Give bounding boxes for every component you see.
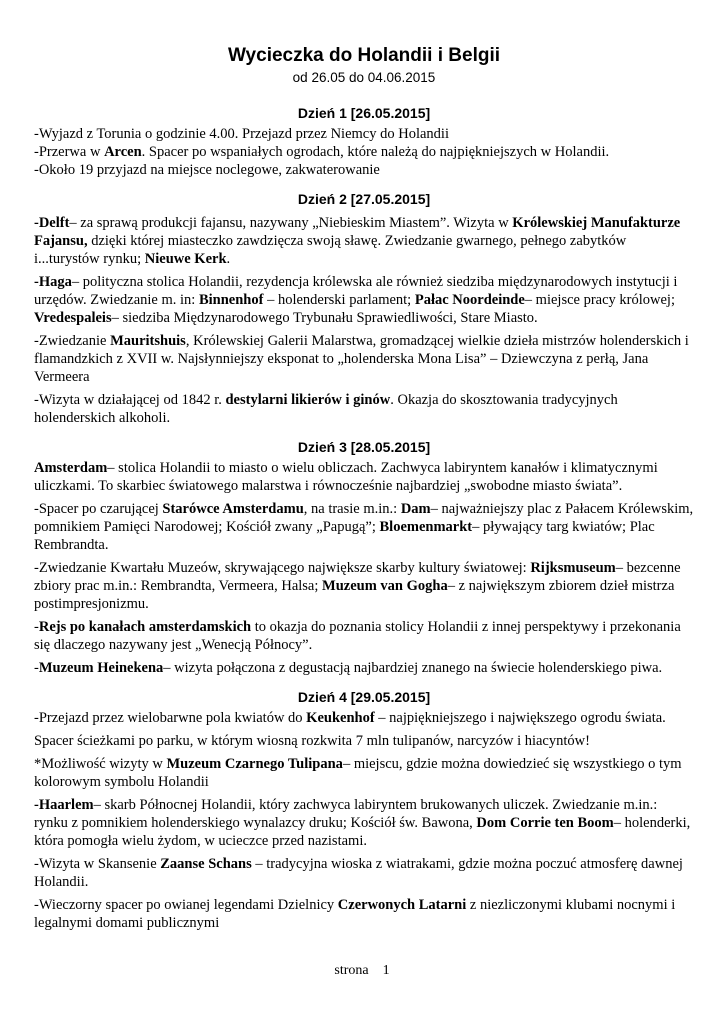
day-4-heading: Dzień 4 [29.05.2015] [297, 689, 431, 705]
highlight-text: Amsterdam [34, 460, 108, 476]
paragraph-text: – skarb Północnej Holandii, który zachwyca labiryntem brukowanych uliczek. Zwiedzanie m.in.: rynku z pomnikiem holenderskiego wynalazcy druku; Kościół św. Bawona, [34, 797, 658, 831]
highlight-text: destylarni likierów i ginów [225, 392, 391, 408]
itinerary-paragraph [34, 143, 694, 161]
paragraph-text: -Wizyta w Skansenie [34, 856, 161, 872]
itinerary-paragraph [34, 273, 694, 327]
highlight-text: Nieuwe Kerk [144, 251, 227, 267]
paragraph-text: – z największym zbiorem dzieł mistrza postimpresjonizmu. [34, 578, 675, 612]
itinerary-paragraph [34, 459, 694, 495]
itinerary-paragraph [34, 796, 694, 850]
paragraph-text: – miejsce pracy królowej; [524, 292, 675, 308]
page-footer [0, 962, 724, 980]
highlight-text: -Haga [34, 274, 72, 290]
paragraph-text: – siedziba Międzynarodowego Trybunału Sprawiedliwości, Stare Miasto. [111, 310, 538, 326]
day-3-body [34, 459, 694, 677]
paragraph-text: - [34, 660, 39, 676]
highlight-text: -Haarlem [34, 797, 94, 813]
day-2-body [34, 214, 694, 427]
paragraph-text: dzięki której miasteczko zawdzięcza swoją sławę. Zwiedzanie gwarnego, pełnego zabytków i...turystów rynku; [34, 233, 627, 267]
itinerary-paragraph [34, 214, 694, 268]
highlight-text: Starówce Amsterdamu [162, 501, 304, 517]
paragraph-text: Spacer ścieżkami po parku, w którym wiosną rozkwita 7 mln tulipanów, narcyzów i hiacyntów! [34, 733, 590, 749]
paragraph-text: – najpiękniejszego i największego ogrodu świata. [374, 710, 666, 726]
day-2-heading: Dzień 2 [27.05.2015] [297, 191, 431, 207]
itinerary-paragraph [34, 855, 694, 891]
itinerary-paragraph [34, 391, 694, 427]
paragraph-text: -Przerwa w [34, 144, 105, 160]
day-4-body [34, 709, 694, 932]
itinerary-paragraph [34, 732, 694, 750]
highlight-text: Pałac Noordeinde [414, 292, 525, 308]
page-label: strona [334, 963, 369, 978]
itinerary-paragraph [34, 332, 694, 386]
itinerary-paragraph [34, 709, 694, 727]
paragraph-text: . Spacer po wspaniałych ogrodach, które należą do najpiękniejszych w Holandii. [141, 144, 610, 160]
paragraph-text: -Spacer po czarującej [34, 501, 163, 517]
highlight-text: Keukenhof [306, 710, 375, 726]
paragraph-text: -Zwiedzanie [34, 333, 111, 349]
highlight-text: Czerwonych Latarni [337, 897, 467, 913]
itinerary-paragraph [34, 559, 694, 613]
paragraph-text: . Okazja do skosztowania tradycyjnych holenderskich alkoholi. [34, 392, 618, 426]
paragraph-text: -Około 19 przyjazd na miejsce noclegowe, zakwaterowanie [34, 162, 380, 178]
highlight-text: Muzeum Czarnego Tulipana [166, 756, 343, 772]
day-1-section [34, 104, 694, 179]
paragraph-text: , Królewskiej Galerii Malarstwa, gromadzącej wielkie dzieła mistrzów holenderskich i flamandzkich z XVII w. Najsłynniejszy eksponat to „holenderska Mona Lisa” – Dziewczyna z perłą, Jana Vermeera [34, 333, 689, 385]
highlight-text: Bloemenmarkt [379, 519, 473, 535]
itinerary-paragraph [34, 161, 694, 179]
paragraph-text: to okazja do poznania stolicy Holandii z innej perspektywy i przekonania się dlaczego nazywany jest „Wenecją Północy”. [34, 619, 681, 653]
highlight-text: Rijksmuseum [530, 560, 616, 576]
itinerary-paragraph [34, 125, 694, 143]
paragraph-text: – holenderski parlament; [263, 292, 415, 308]
highlight-text: Królewskiej Manufakturze Fajansu, [34, 215, 681, 249]
highlight-text: Dam [400, 501, 431, 517]
day-3-heading: Dzień 3 [28.05.2015] [297, 439, 431, 455]
day-2-section [34, 190, 694, 427]
paragraph-text: -Wieczorny spacer po owianej legendami Dzielnicy [34, 897, 338, 913]
page-number: 1 [382, 963, 390, 978]
paragraph-text: – wizyta połączona z degustacją najbardziej znanego na świecie holenderskiego piwa. [163, 660, 663, 676]
highlight-text: Binnenhof [198, 292, 264, 308]
paragraph-text: – holenderki, która pomogła wielu żydom, w ucieczce przed nazistami. [34, 815, 691, 849]
highlight-text: Muzeum Heinekena [38, 660, 164, 676]
paragraph-text: – pływający targ kwiatów; Plac Rembrandta. [34, 519, 655, 553]
highlight-text: -Delft [34, 215, 70, 231]
itinerary-paragraph [34, 659, 694, 677]
highlight-text: Dom Corrie ten Boom [476, 815, 614, 831]
itinerary-paragraph [34, 755, 694, 791]
highlight-text: Mauritshuis [110, 333, 186, 349]
highlight-text: Rejs po kanałach amsterdamskich [38, 619, 252, 635]
paragraph-text: . [226, 251, 231, 267]
paragraph-text: -Przejazd przez wielobarwne pola kwiatów do [34, 710, 307, 726]
day-4-section [34, 688, 694, 932]
day-1-heading: Dzień 1 [26.05.2015] [297, 105, 431, 121]
paragraph-text: – polityczna stolica Holandii, rezydencja królewska ale również siedziba międzynarodowych instytucji i urzędów. Zwiedzanie m. in: [34, 274, 678, 308]
paragraph-text: -Wyjazd z Torunia o godzinie 4.00. Przejazd przez Niemcy do Holandii [34, 126, 449, 142]
paragraph-text: , na trasie m.in.: [303, 501, 401, 517]
paragraph-text: – stolica Holandii to miasto o wielu obliczach. Zachwyca labiryntem kanałów i klimatycznymi uliczkami. To skarbiec światowego malarstwa i równocześnie najbardziej „swobodne miasto świata”. [34, 460, 658, 494]
paragraph-text: *Możliwość wizyty w [34, 756, 167, 772]
itinerary-paragraph [34, 896, 694, 932]
day-1-body [34, 125, 694, 179]
paragraph-text: – najważniejszy plac z Pałacem Królewskim, pomnikiem Pamięci Narodowej; Kościół zwany „Papugą”; [34, 501, 694, 535]
document-page [34, 44, 694, 932]
highlight-text: Muzeum van Gogha [322, 578, 448, 594]
document-title: Wycieczka do Holandii i Belgii [227, 45, 501, 66]
paragraph-text: – tradycyjna wioska z wiatrakami, gdzie można poczuć atmosferę dawnej Holandii. [34, 856, 683, 890]
paragraph-text: – miejscu, gdzie można dowiedzieć się wszystkiego o tym kolorowym symbolu Holandii [34, 756, 682, 790]
highlight-text: Vredespaleis [34, 310, 112, 326]
paragraph-text: -Wizyta w działającej od 1842 r. [34, 392, 226, 408]
paragraph-text: – za sprawą produkcji fajansu, nazywany „Niebieskim Miastem”. Wizyta w [69, 215, 513, 231]
paragraph-text: - [34, 619, 39, 635]
paragraph-text: z niezliczonymi klubami nocnymi i legalnymi domami publicznymi [34, 897, 676, 931]
itinerary-paragraph [34, 618, 694, 654]
highlight-text: Arcen [104, 144, 142, 160]
highlight-text: Zaanse Schans [160, 856, 252, 872]
paragraph-text: – bezcenne zbiory prac m.in.: Rembrandta, Vermeera, Halsa; [34, 560, 681, 594]
date-range: od 26.05 do 04.06.2015 [292, 70, 436, 85]
itinerary-paragraph [34, 500, 694, 554]
day-3-section [34, 438, 694, 677]
paragraph-text: -Zwiedzanie Kwartału Muzeów, skrywającego największe skarby kultury światowej: [34, 560, 531, 576]
